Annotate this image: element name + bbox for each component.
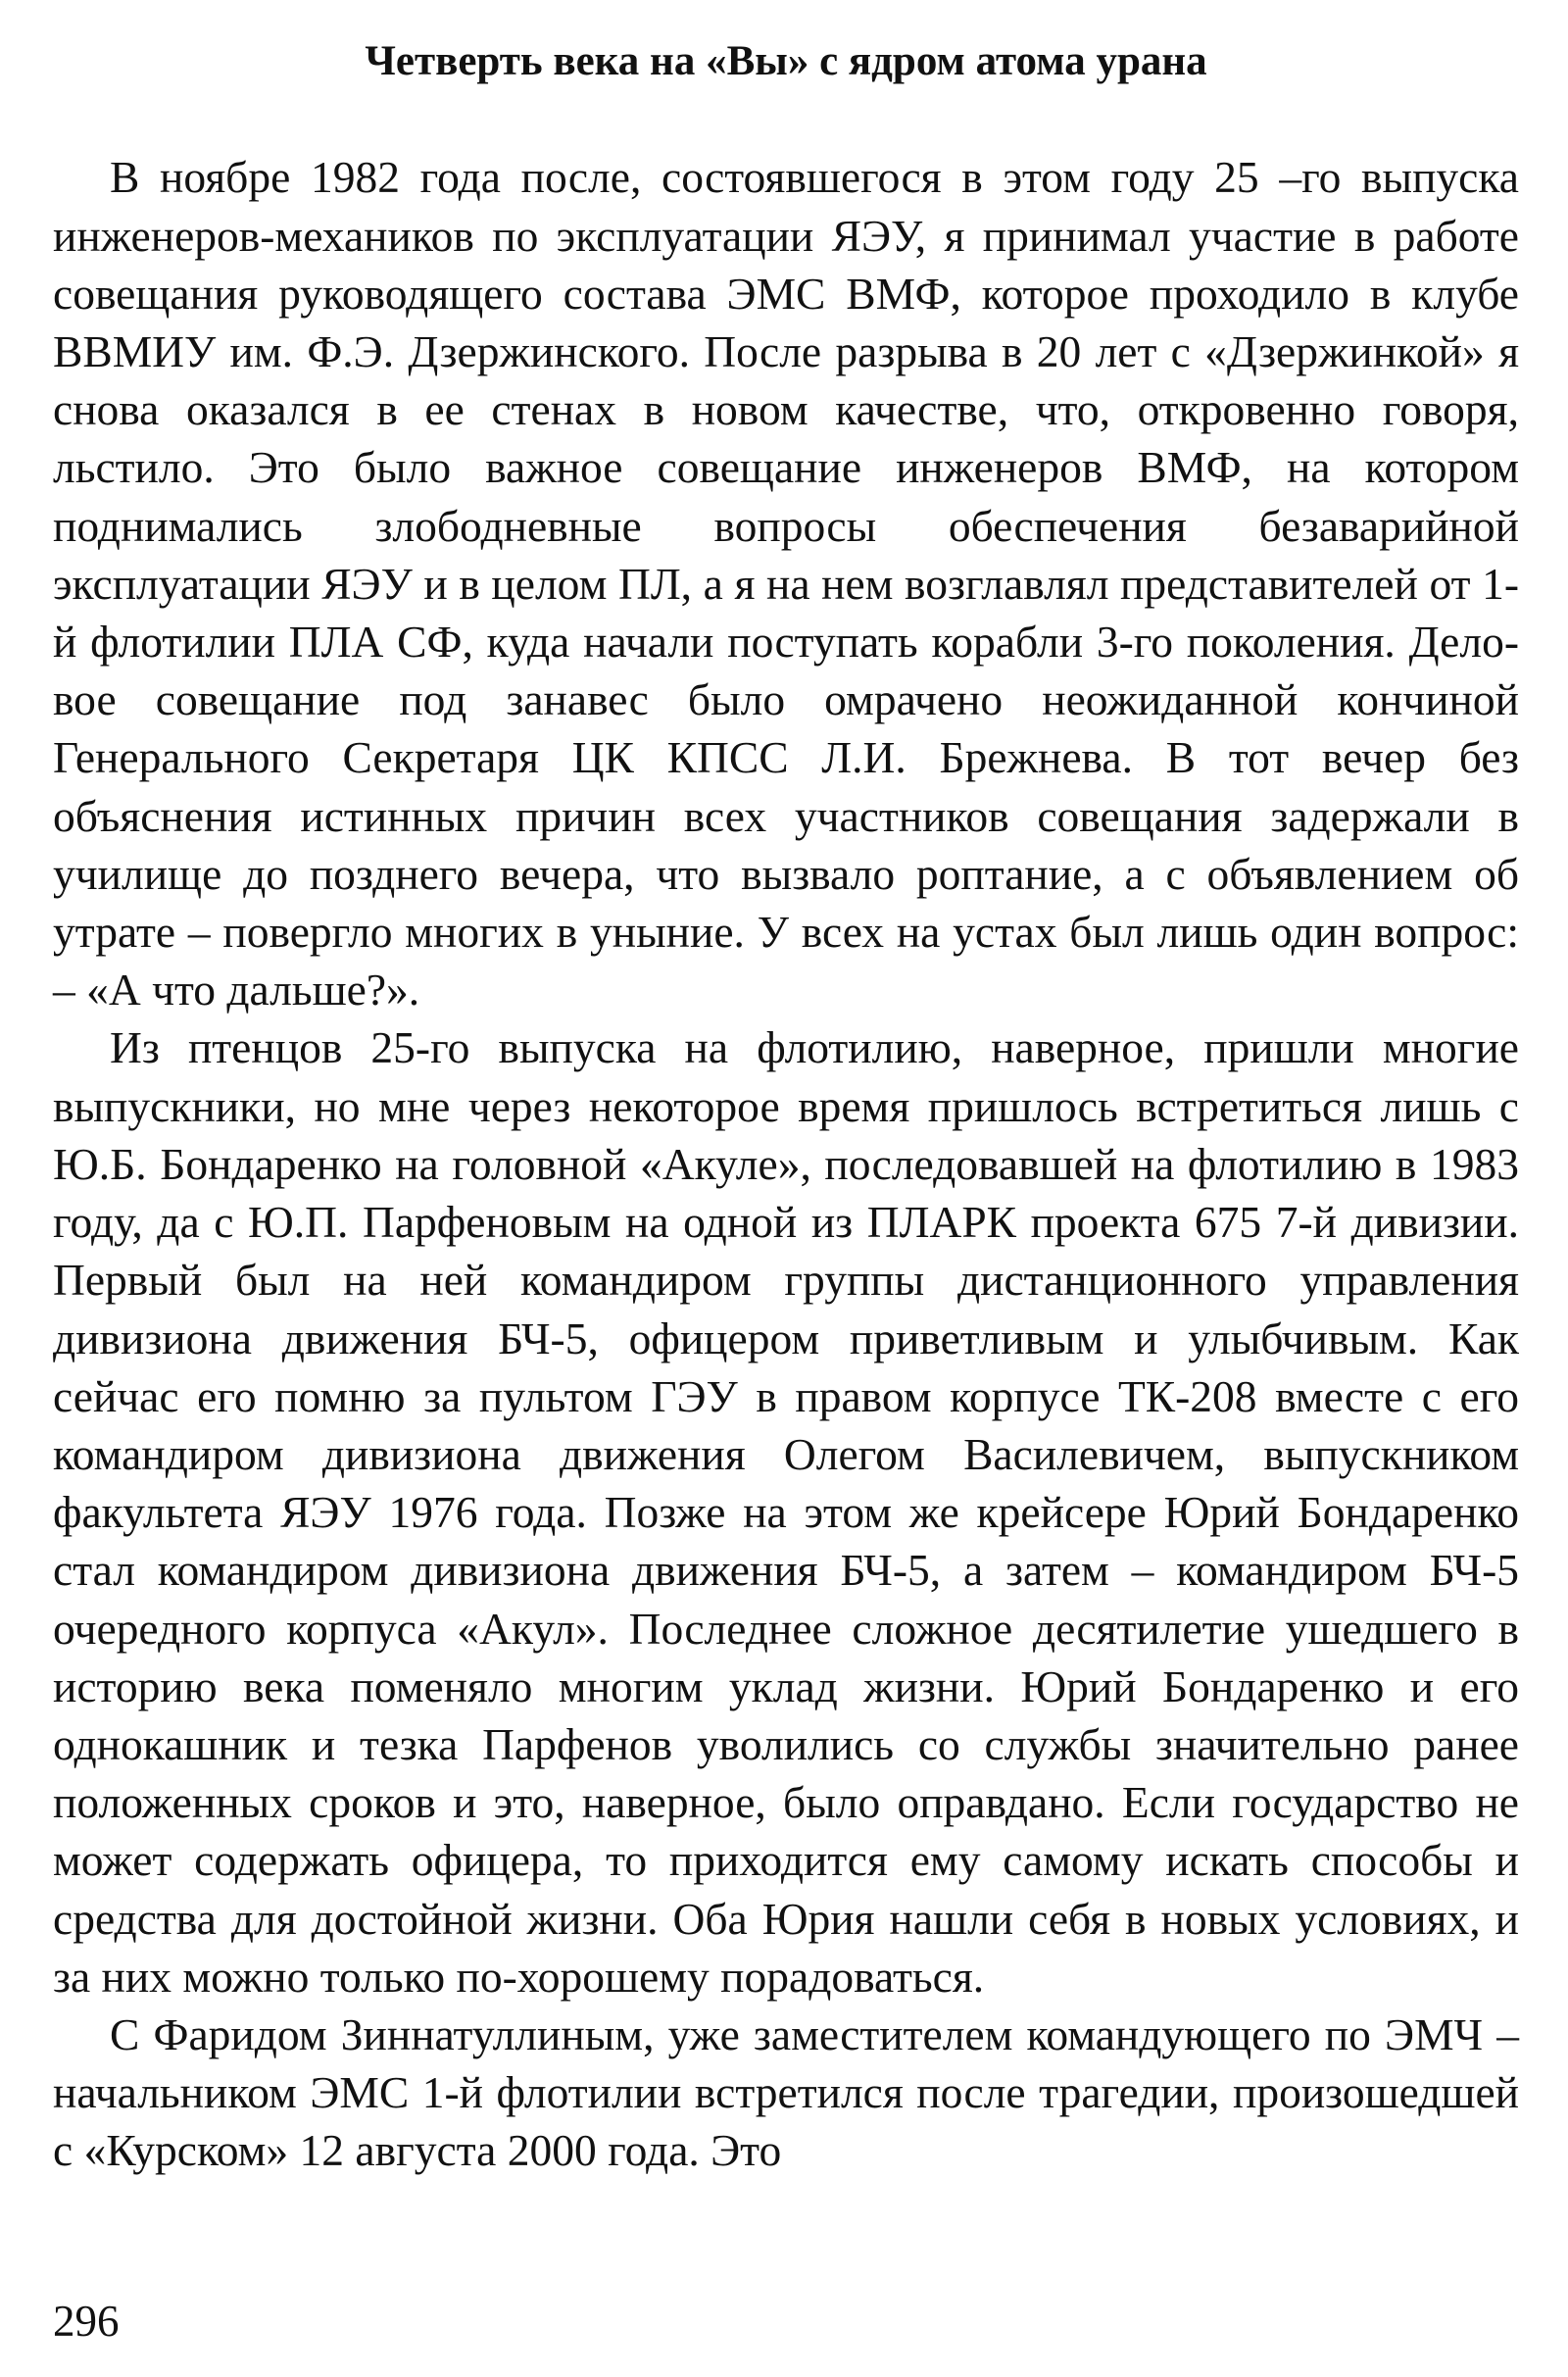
chapter-title: Четверть века на «Вы» с ядром атома урана	[365, 38, 1207, 84]
page-number: 296	[53, 2297, 120, 2346]
book-page	[53, 27, 1519, 2360]
paragraph-3: С Фаридом Зиннатуллиным, уже заместителем командующего по ЭМЧ – начальником ЭМС 1-й флотилии встретился после трагедии, произошедшей с «Курском» 12 августа 2000 года. Это	[53, 2008, 1519, 2176]
paragraph-2: Из птенцов 25-го выпуска на флотилию, наверное, пришли многие выпускники, но мне через некоторое время пришлось встретиться лишь с Ю.Б. Бондаренко на головной «Акуле», последовавшей на флотилию в 1983 году, да с Ю.П. Парфеновым на одной из ПЛАРК проекта 675 7-й дивизии. Первый был на ней командиром группы дистанционного управления дивизиона движения БЧ-5, офицером приветливым и улыбчивым. Как сейчас его помню за пультом ГЭУ в правом корпусе ТК-208 вместе с его командиром дивизиона движения Олегом Василевичем, выпускником факультета ЯЭУ 1976 года. Позже на этом же крейсере Юрий Бондаренко стал командиром дивизиона движения БЧ-5, а затем – командиром БЧ-5 очередного корпуса «Акул». Последнее сложное десятилетие ушедшего в историю века поменяло многим уклад жизни. Юрий Бондаренко и его однокашник и тезка Парфенов уволились со службы значительно ранее положенных сроков и это, наверное, было оправдано. Если государство не может содержать офицера, то приходится ему самому искать способы и средства для достойной жизни. Оба Юрия нашли себя в новых условиях, и за них можно только по-хорошему порадоваться.	[53, 1022, 1519, 2002]
paragraph-1: В ноябре 1982 года после, состоявшегося в этом году 25 –го выпуска инженеров-механиков по эксплуатации ЯЭУ, я принимал участие в работе совещания руководящего состава ЭМС ВМФ, которое проходило в клубе ВВМИУ им. Ф.Э. Дзержинского. После разрыва в 20 лет с «Дзержинкой» я снова оказался в ее стенах в новом качестве, что, откровенно говоря, льстило. Это было важное совещание инженеров ВМФ, на котором поднимались злободневные вопросы обеспечения безаварийной эксплуатации ЯЭУ и в целом ПЛ, а я на нем возглавлял представителей от 1-й флотилии ПЛА СФ, куда начали поступать корабли 3-го поколения. Деловое совещание под занавес было омрачено неожиданной кончиной Генерального Секретаря ЦК КПСС Л.И. Брежнева. В тот вечер без объяснения истинных причин всех участников совещания задержали в училище до позднего вечера, что вызвало роптание, а с объявлением об утрате – повергло многих в уныние. У всех на устах был лишь один вопрос: – «А что дальше?».	[53, 152, 1519, 1015]
